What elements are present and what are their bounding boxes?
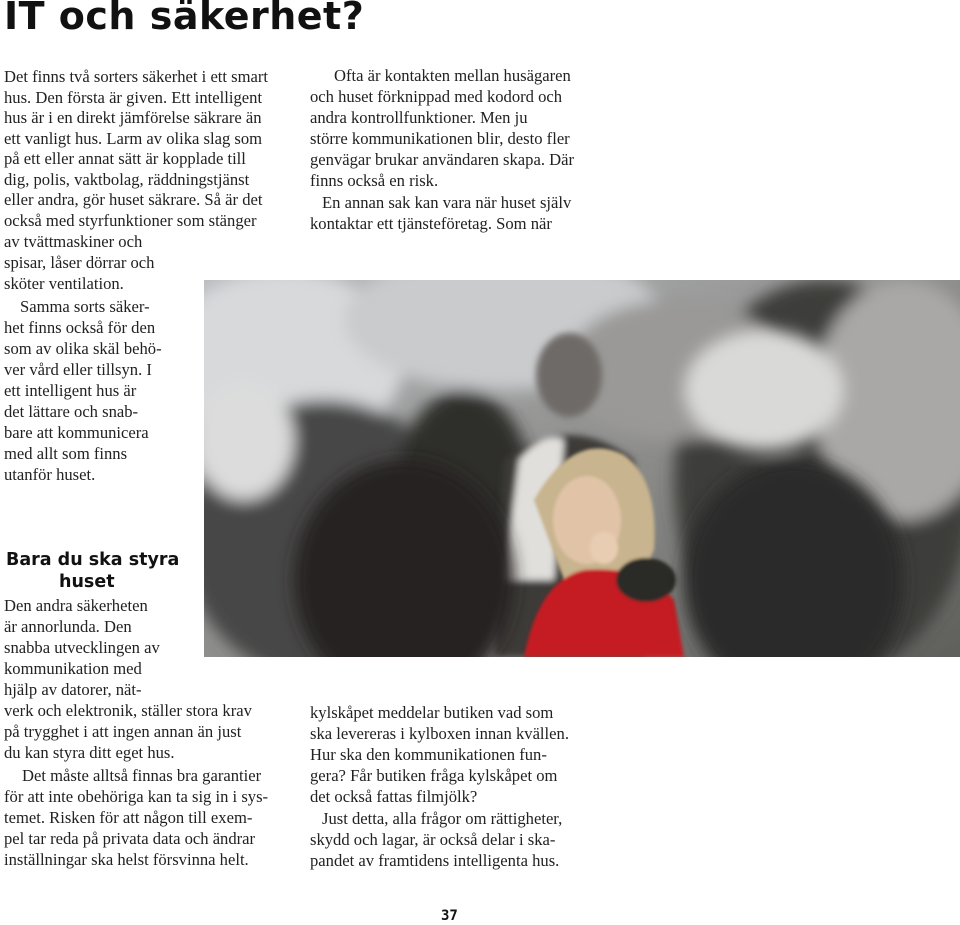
body-text-line: Det finns två sorters säkerhet i ett smart — [4, 67, 269, 86]
page-title: IT och säkerhet? — [4, 0, 365, 38]
body-text-line: temet. Risken för att någon till exem- — [4, 808, 253, 827]
body-text-line: snabba utvecklingen av — [4, 638, 160, 657]
body-text-line: pandet av framtidens intelligenta hus. — [310, 851, 560, 870]
body-text-line: verk och elektronik, ställer stora krav — [4, 701, 252, 720]
body-text-line: finns också en risk. — [310, 171, 439, 190]
body-text-line: hus. Den första är given. Ett intelligent — [4, 87, 263, 107]
body-text-line: också med styrfunktioner som stänger — [4, 211, 257, 230]
body-text-line: på trygghet i att ingen annan än just — [4, 722, 242, 741]
body-text-line: ska levereras i kylboxen innan kvällen. — [310, 724, 569, 743]
body-text-line: större kommunikationen blir, desto fler — [310, 129, 570, 148]
body-text-line: och huset förknippad med kodord och — [310, 87, 563, 106]
body-text-line: ett intelligent hus är — [4, 381, 137, 400]
body-text-line: det lättare och snab- — [4, 402, 139, 421]
body-text-line: dig, polis, vaktbolag, räddningstjänst — [4, 169, 250, 189]
body-text-line: spisar, låser dörrar och — [4, 253, 155, 272]
body-text-line: hjälp av datorer, nät- — [4, 680, 142, 699]
section-heading: Bara du ska styra — [6, 550, 180, 570]
body-text-line: andra kontrollfunktioner. Men ju — [310, 108, 528, 127]
body-text-line: sköter ventilation. — [4, 274, 124, 293]
body-text-line: Ofta är kontakten mellan husägaren — [334, 66, 571, 85]
section-heading: huset — [59, 572, 115, 592]
body-text-line: Den andra säkerheten — [4, 596, 148, 615]
body-text-line: bare att kommunicera — [4, 423, 149, 442]
body-text-line: utanför huset. — [4, 465, 96, 484]
body-text-line: ett vanligt hus. Larm av olika slag som — [4, 128, 263, 148]
body-text-line: för att inte obehöriga kan ta sig in i sys- — [4, 787, 269, 806]
body-text-line: kontaktar ett tjänsteföretag. Som när — [310, 214, 552, 233]
body-text-line: eller andra, gör huset säkrare. Så är det — [4, 190, 263, 209]
crowd-photo — [204, 280, 960, 657]
body-text-line: En annan sak kan vara när huset själv — [322, 193, 572, 212]
body-text-line: Samma sorts säker- — [20, 297, 150, 316]
body-text-line: kommunikation med — [4, 659, 142, 678]
crowd-photo-image — [204, 280, 960, 657]
body-text-line: pel tar reda på privata data och ändrar — [4, 829, 256, 848]
body-text-line: som av olika skäl behö- — [4, 339, 162, 358]
body-text-line: av tvättmaskiner och — [4, 232, 143, 251]
body-text-line: det också fattas filmjölk? — [310, 787, 478, 806]
body-text-line: gera? Får butiken fråga kylskåpet om — [310, 766, 558, 785]
body-text-line: skydd och lagar, är också delar i ska- — [310, 830, 556, 849]
body-text-line: är annorlunda. Den — [4, 617, 132, 636]
body-text-line: hus är i en direkt jämförelse säkrare än — [4, 108, 262, 127]
body-text-line: Hur ska den kommunikationen fun- — [310, 745, 547, 764]
body-text-line: genvägar brukar användaren skapa. Där — [310, 150, 574, 169]
page-number: 37 — [441, 908, 458, 924]
body-text-line: Just detta, alla frågor om rättigheter, — [322, 809, 563, 828]
body-text-line: på ett eller annat sätt är kopplade till — [4, 149, 246, 168]
body-text-line: inställningar ska helst försvinna helt. — [4, 850, 249, 869]
body-text-line: het finns också för den — [4, 318, 156, 337]
body-text-line: ver vård eller tillsyn. I — [4, 360, 152, 379]
body-text-line: kylskåpet meddelar butiken vad som — [310, 703, 554, 722]
body-text-line: du kan styra ditt eget hus. — [4, 743, 175, 762]
body-text-line: Det måste alltså finnas bra garantier — [22, 766, 262, 785]
body-text-line: med allt som finns — [4, 444, 128, 463]
